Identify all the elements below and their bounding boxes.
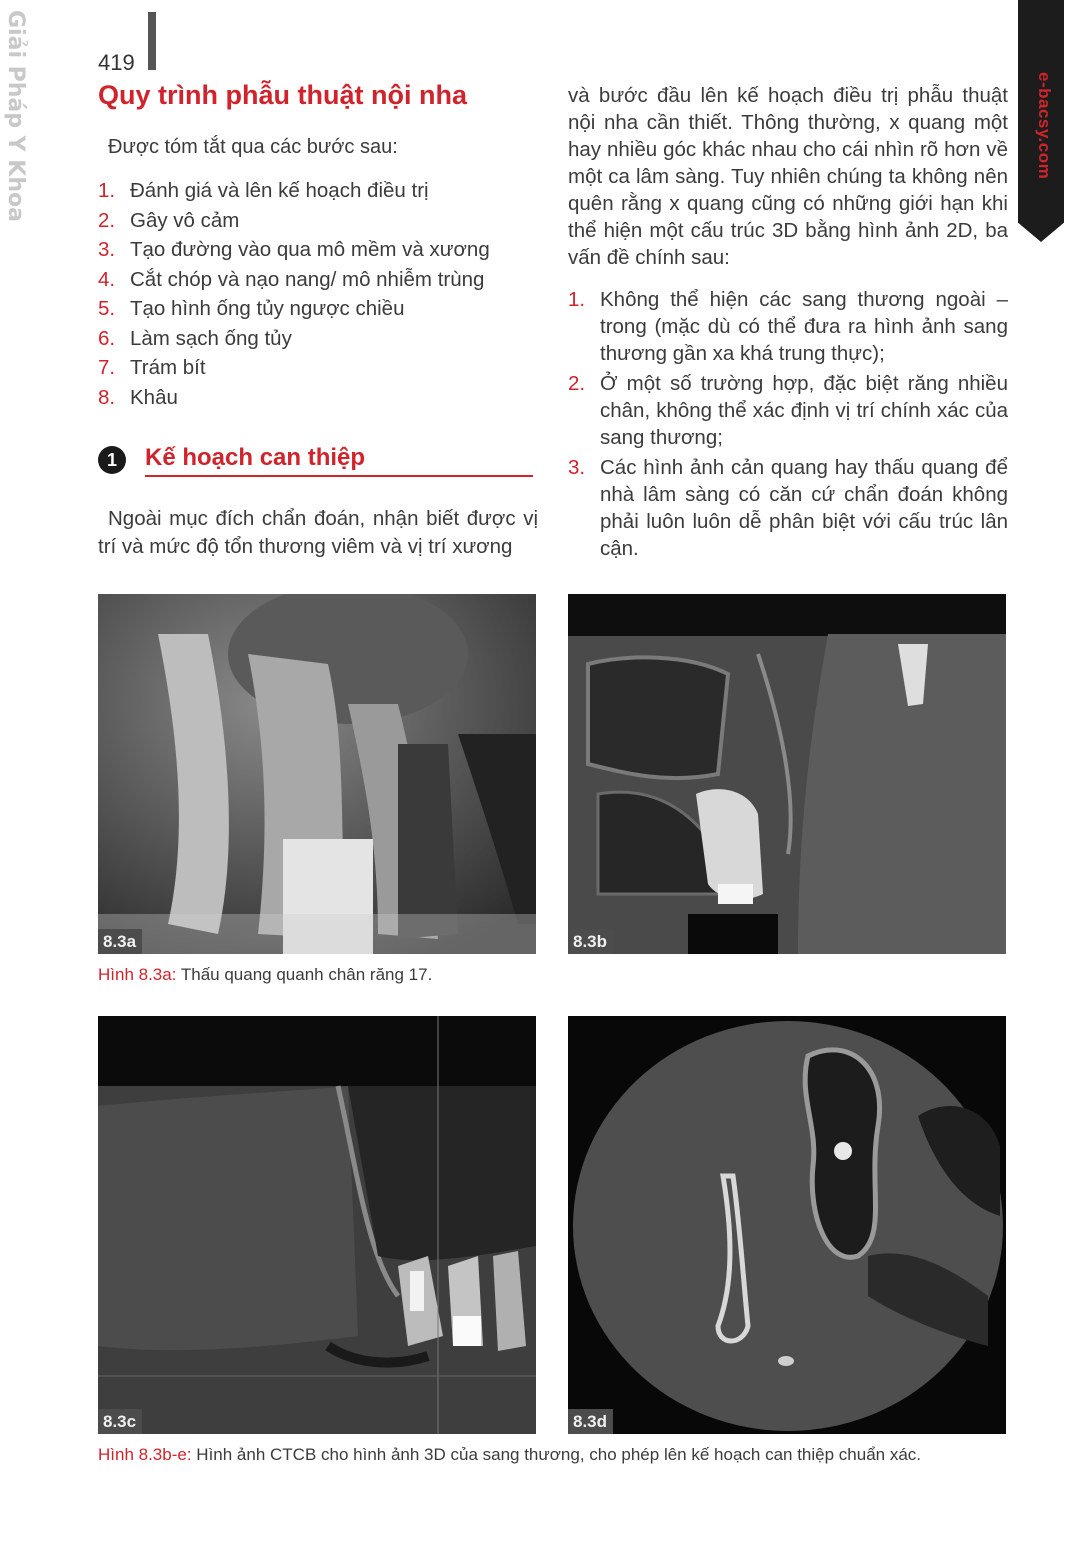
figure-label: 8.3a: [98, 929, 142, 954]
side-title: Giải Pháp Y Khoa: [3, 10, 28, 222]
radiograph-image: [98, 594, 536, 954]
list-item: 2. Ở một số trường hợp, đặc biệt răng nhiều chân, không thể xác định vị trí chính xác của sang thương;: [568, 372, 1008, 449]
issues-list: [568, 286, 1008, 565]
figure-8-3b: [568, 594, 1006, 954]
figure-label: 8.3d: [568, 1409, 613, 1434]
section-title: Kế hoạch can thiệp: [145, 444, 366, 471]
list-item: 4. Cắt chóp và nạo nang/ mô nhiễm trùng: [98, 267, 485, 291]
list-item: 7. Trám bít: [98, 356, 206, 379]
paragraph-left: Ngoài mục đích chẩn đoán, nhận biết được vị trí và mức độ tổn thương viêm và vị trí xương: [98, 507, 538, 558]
brand-text: e-bacsy.com: [1035, 72, 1054, 180]
figure-label: 8.3b: [568, 929, 613, 954]
figure-8-3a: [98, 594, 536, 954]
section-underline: [145, 475, 533, 477]
figure-caption-2: Hình 8.3b-e: Hình ảnh CTCB cho hình ảnh 3D của sang thương, cho phép lên kế hoạch can thiệp chuẩn xác.: [98, 1445, 922, 1464]
intro-text: Được tóm tắt qua các bước sau:: [108, 136, 398, 158]
list-item: 6. Làm sạch ống tủy: [98, 326, 292, 350]
list-item: 1. Không thể hiện các sang thương ngoài – trong (mặc dù có thể đưa ra hình ảnh sang thương gần xa khá trung thực);: [568, 288, 1008, 365]
section-number-badge: 1: [98, 446, 126, 474]
list-item: 3. Các hình ảnh cản quang hay thấu quang để nhà lâm sàng có căn cứ chẩn đoán không phải luôn luôn dễ phân biệt với cấu trúc lân cận.: [568, 456, 1008, 560]
list-item: 1. Đánh giá và lên kế hoạch điều trị: [98, 179, 429, 202]
figure-caption-1: Hình 8.3a: Thấu quang quanh chân răng 17.: [98, 965, 433, 984]
figure-8-3d: [568, 1016, 1006, 1434]
paragraph-right: và bước đầu lên kế hoạch điều trị phẫu thuật nội nha cần thiết. Thông thường, x quang một hay nhiều góc khác nhau cho cái nhìn rõ hơn về một ca lâm sàng. Tuy nhiên chúng ta không nên quên rằng x quang cũng có những giới hạn khi thể hiện một cấu trúc 3D bằng hình ảnh 2D, ba vấn đề chính sau:: [568, 84, 1008, 269]
cbct-image: [98, 1016, 536, 1434]
figure-label: 8.3c: [98, 1409, 142, 1434]
list-item: 5. Tạo hình ống tủy ngược chiều: [98, 297, 405, 320]
list-item: 3. Tạo đường vào qua mô mềm và xương: [98, 238, 490, 261]
cbct-image: [568, 594, 1006, 954]
figure-8-3c: [98, 1016, 536, 1434]
steps-list: [98, 176, 490, 412]
list-item: 8. Khâu: [98, 385, 178, 409]
cbct-image: [568, 1016, 1006, 1434]
section-header: [98, 444, 534, 478]
page-title: Quy trình phẫu thuật nội nha: [98, 80, 467, 110]
page-divider: [148, 12, 156, 70]
page-number: 419: [98, 50, 135, 75]
list-item: 2. Gây vô cảm: [98, 208, 240, 232]
